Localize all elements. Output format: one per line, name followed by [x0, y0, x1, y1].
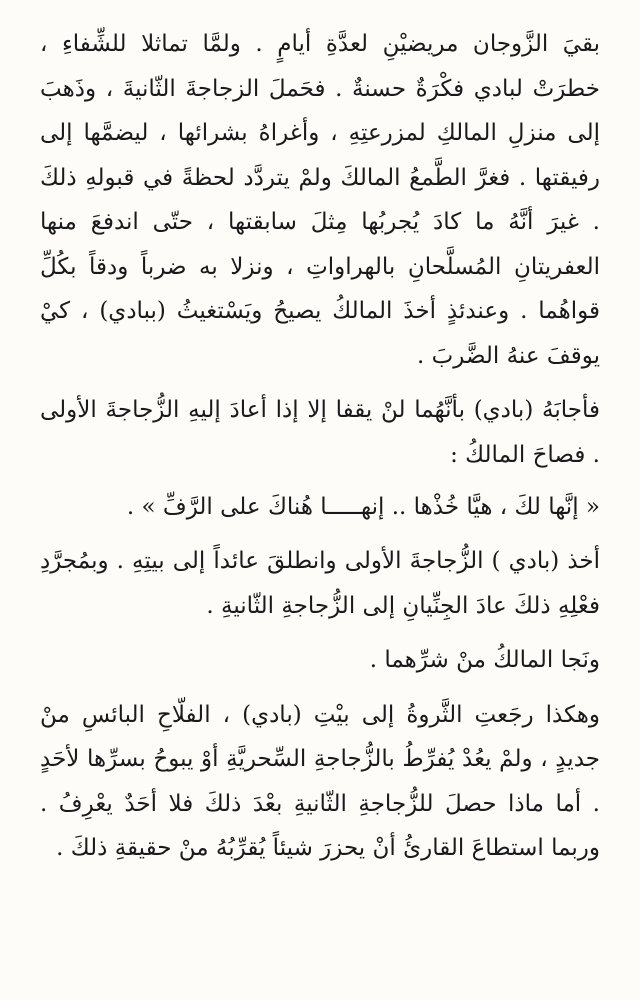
quoted-speech: « إنَّها لكَ ، هيَّا خُذْها .. إنهـــــا هُناكَ على الرَّفِّ » .: [126, 494, 600, 520]
paragraph-story-1: بقيَ الزَّوجان مريضيْنِ لعدَّةِ أيامٍ . ولمَّا تماثلا للشِّفاءِ ، خطرَتْ لبادي فكْرَةٌ حسنةٌ . فحَملَ الزجاجةَ الثّانيةَ ، وذَهبَ إلى منزلِ المالكِ لمزرعتِهِ ، وأغراهُ بشرائها ، ليضمَّها إلى رفيقتها . فغرَّ الطَّمعُ المالكَ ولمْ يتردَّد لحظةً في قبولهِ ذلكَ . غيرَ أنَّهُ ما كادَ يُجربُها مِثلَ سابقتها ، حتّى اندفعَ منها العفريتانِ المُسلَّحانِ بالهراواتِ ، ونزلا به ضرباً ودقاً بكُلِّ قواهُما . وعندئذٍ أخذَ المالكُ يصيحُ ويَسْتغيثُ (ببادي) ، كيْ يوقفَ عنهُ الضَّربَ .: [40, 31, 600, 369]
paragraph-story-5: وهكذا رجَعتِ الثَّروةُ إلى بيْتِ (بادي) ، الفلّاحِ البائسِ منْ جديدٍ ، ولمْ يعُدْ يُفرِّطُ بالزُّجاجةِ السِّحريَّةِ أوْ يبوحُ بسرِّها لأحَدٍ . أما ماذا حصلَ للزُّجاجةِ الثّانيةِ بعْدَ ذلكَ فلا أحَدٌ يعْرِفُ . وربما استطاعَ القارئُ أنْ يحزرَ شيئاً يُقرِّبُهُ منْ حقيقةِ ذلكَ .: [40, 701, 600, 861]
paragraph-gap: [40, 378, 600, 388]
paragraph-story-2: فأجابَهُ (بادي) بأنَّهُما لنْ يقفا إلا إذا أعادَ إليهِ الزُّجاجةَ الأولى . فصاحَ المالكُ :: [40, 397, 600, 468]
paragraph-story-3: أخذ (بادي ) الزُّجاجةَ الأولى وانطلقَ عائداً إلى بيتِهِ . وبمُجرَّدِ فعْلِهِ ذلكَ عادَ الجِنِّيانِ إلى الزُّجاجةِ الثّانيةِ .: [40, 548, 600, 619]
paragraph-gap: [40, 628, 600, 638]
paragraph-gap: [40, 683, 600, 693]
paragraph-story-4: ونَجا المالكُ منْ شرِّهما .: [369, 647, 600, 673]
